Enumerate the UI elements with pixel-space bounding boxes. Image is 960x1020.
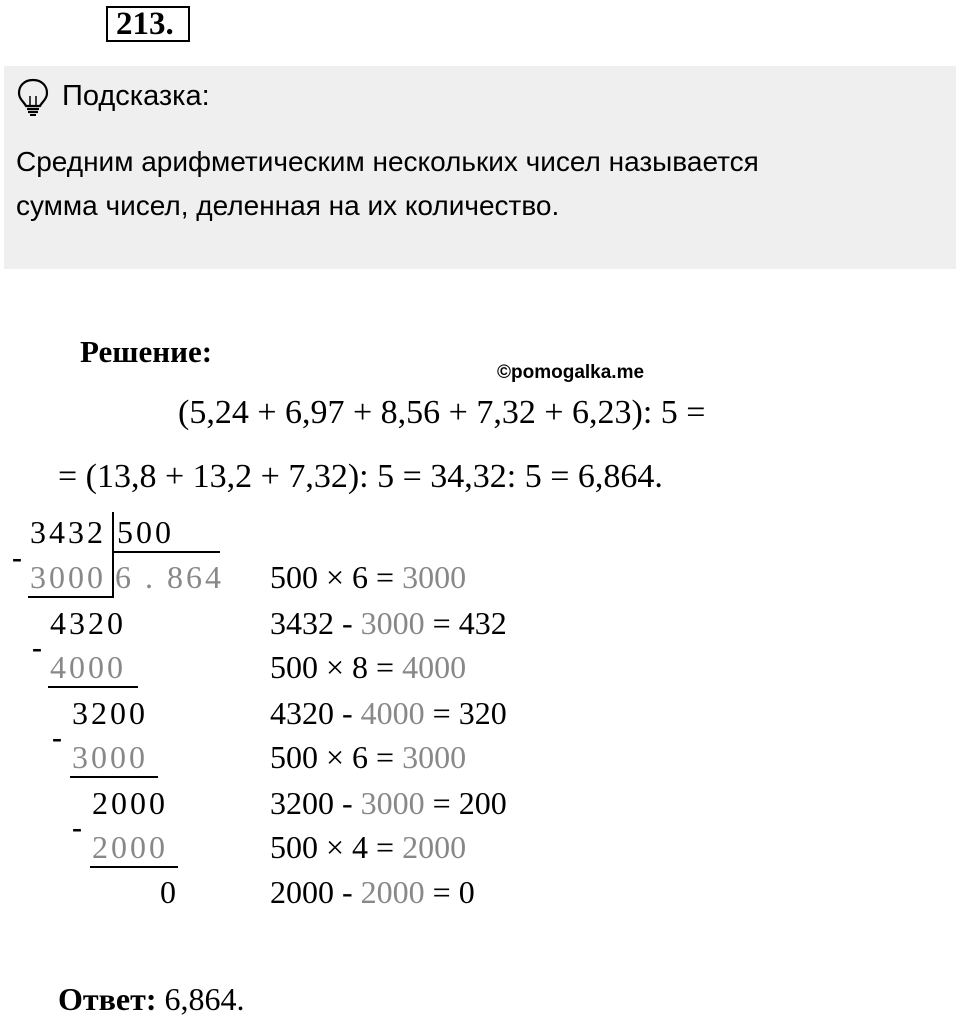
divisor: 500	[117, 514, 174, 550]
step-line: 500 × 8 = 4000	[270, 649, 467, 685]
step-line: 4320 - 4000 = 320	[270, 695, 507, 731]
lightbulb-icon	[16, 78, 50, 116]
remainder-1: 4320	[50, 605, 126, 641]
division-vertical-rule	[112, 512, 114, 598]
minus-sign: -	[32, 631, 42, 664]
step-line: 500 × 6 = 3000	[270, 739, 467, 775]
answer-value: 6,864.	[156, 981, 245, 1017]
step-line: 2000 - 2000 = 0	[270, 874, 475, 910]
minus-sign: -	[72, 811, 82, 844]
answer-label: Ответ:	[58, 981, 157, 1017]
hint-title: Подсказка:	[62, 80, 210, 112]
step-line: 500 × 6 = 3000	[270, 559, 467, 595]
quotient: 6 . 864	[115, 559, 224, 595]
remainder-3: 2000	[92, 785, 168, 821]
step-line: 3200 - 3000 = 200	[270, 785, 507, 821]
hint-text-line-2: сумма чисел, деленная на их количество.	[16, 190, 560, 221]
step-line: 3432 - 3000 = 432	[270, 605, 507, 641]
final-remainder: 0	[160, 874, 179, 910]
subtrahend-2: 4000	[50, 649, 126, 685]
equation-line-1: (5,24 + 6,97 + 8,56 + 7,32 + 6,23): 5 =	[178, 394, 706, 431]
minus-sign: -	[52, 721, 62, 754]
step-line: 500 × 4 = 2000	[270, 829, 467, 865]
solution-label: Решение:	[80, 334, 213, 369]
watermark: ©pomogalka.me	[497, 362, 645, 383]
rule-2	[48, 686, 138, 688]
answer	[58, 980, 244, 1018]
equation-line-2: = (13,8 + 13,2 + 7,32): 5 = 34,32: 5 = 6,864.	[58, 458, 663, 495]
rule-3	[70, 776, 158, 778]
remainder-2: 3200	[72, 695, 148, 731]
subtrahend-4: 2000	[92, 829, 168, 865]
rule-1	[28, 596, 112, 598]
subtrahend-1: 3000	[30, 559, 106, 595]
divisor-underline	[112, 551, 220, 553]
subtrahend-3: 3000	[72, 739, 148, 775]
rule-4	[90, 866, 178, 868]
minus-sign: -	[12, 541, 22, 574]
task-number: 213.	[106, 6, 190, 42]
hint-text-line-1: Средним арифметическим нескольких чисел называется	[16, 146, 759, 177]
dividend: 3432	[30, 514, 106, 550]
